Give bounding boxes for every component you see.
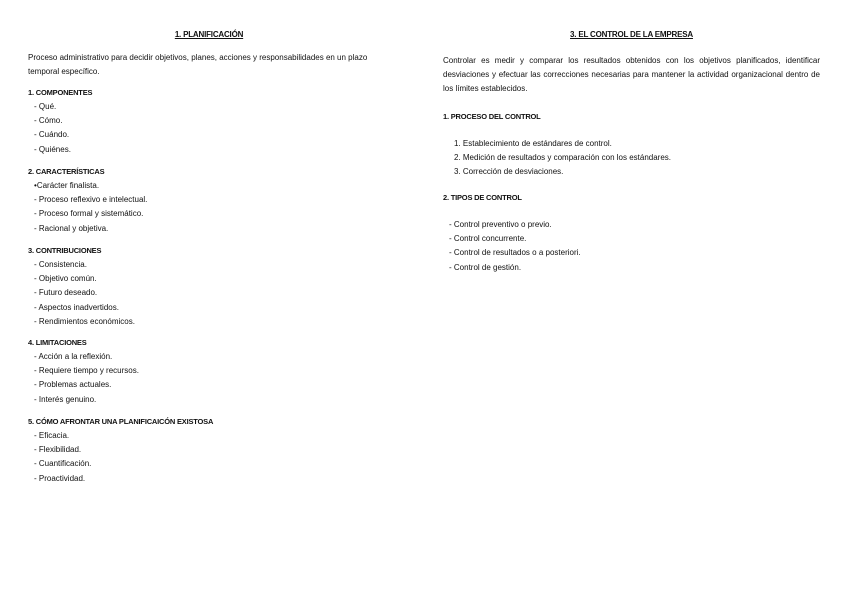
afrontar-list [34, 429, 91, 486]
list-item: - Aspectos inadvertidos. [34, 301, 135, 315]
contribuciones-list [34, 258, 135, 329]
list-item: - Cómo. [34, 114, 71, 128]
list-item: - Control preventivo o previo. [449, 218, 581, 232]
caracteristicas-heading: 2. CARACTERÍSTICAS [28, 167, 105, 176]
list-item: - Racional y objetiva. [34, 222, 147, 236]
list-item: - Rendimientos económicos. [34, 315, 135, 329]
componentes-heading: 1. COMPONENTES [28, 88, 93, 97]
list-item: - Eficacia. [34, 429, 91, 443]
planificacion-title: 1. PLANIFICACIÓN [174, 30, 244, 39]
list-item: - Proactividad. [34, 472, 91, 486]
list-item: - Control de resultados o a posteriori. [449, 246, 581, 260]
list-item: - Qué. [34, 100, 71, 114]
list-item: 2. Medición de resultados y comparación con los estándares. [454, 153, 672, 163]
list-item: - Cuantificación. [34, 457, 91, 471]
list-item: 3. Corrección de desviaciones. [454, 167, 564, 177]
caracteristicas-list [34, 179, 147, 236]
planificacion-intro: Proceso administrativo para decidir objetivos, planes, acciones y responsabilidades en un plazo temporal específico. [28, 53, 368, 76]
list-item: - Control concurrente. [449, 232, 581, 246]
control-intro: Controlar es medir y comparar los resultados obtenidos con los objetivos planificados, identificar desviaciones y efectuar las correcciones necesarias para mantener la actividad organizacional dentro de los límites establecidos. [443, 56, 820, 93]
list-item: - Futuro deseado. [34, 286, 135, 300]
list-item: - Objetivo común. [34, 272, 135, 286]
list-item: - Control de gestión. [449, 261, 581, 275]
list-item: - Quiénes. [34, 143, 71, 157]
list-item: - Consistencia. [34, 258, 135, 272]
tipos-control-heading: 2. TIPOS DE CONTROL [443, 193, 522, 202]
limitaciones-heading: 4. LIMITACIONES [28, 338, 87, 347]
list-item: - Proceso reflexivo e intelectual. [34, 193, 147, 207]
list-item: - Cuándo. [34, 128, 71, 142]
afrontar-heading: 5. CÓMO AFRONTAR UNA PLANIFICAICÓN EXISTOSA [28, 417, 214, 426]
tipos-control-list [449, 218, 581, 275]
contribuciones-heading: 3. CONTRIBUCIONES [28, 246, 102, 255]
list-item: - Flexibilidad. [34, 443, 91, 457]
proceso-control-list [454, 137, 671, 180]
list-item: - Requiere tiempo y recursos. [34, 364, 139, 378]
list-item: • Carácter finalista. [34, 179, 147, 193]
componentes-list [34, 100, 71, 157]
list-item: - Interés genuino. [34, 393, 139, 407]
list-item: 1. Establecimiento de estándares de control. [454, 139, 612, 148]
proceso-control-heading: 1. PROCESO DEL CONTROL [443, 112, 541, 121]
limitaciones-list [34, 350, 139, 407]
list-item: - Problemas actuales. [34, 378, 139, 392]
control-title: 3. EL CONTROL DE LA EMPRESA [570, 30, 693, 39]
list-item: - Proceso formal y sistemático. [34, 207, 147, 221]
list-item: - Acción a la reflexión. [34, 350, 139, 364]
